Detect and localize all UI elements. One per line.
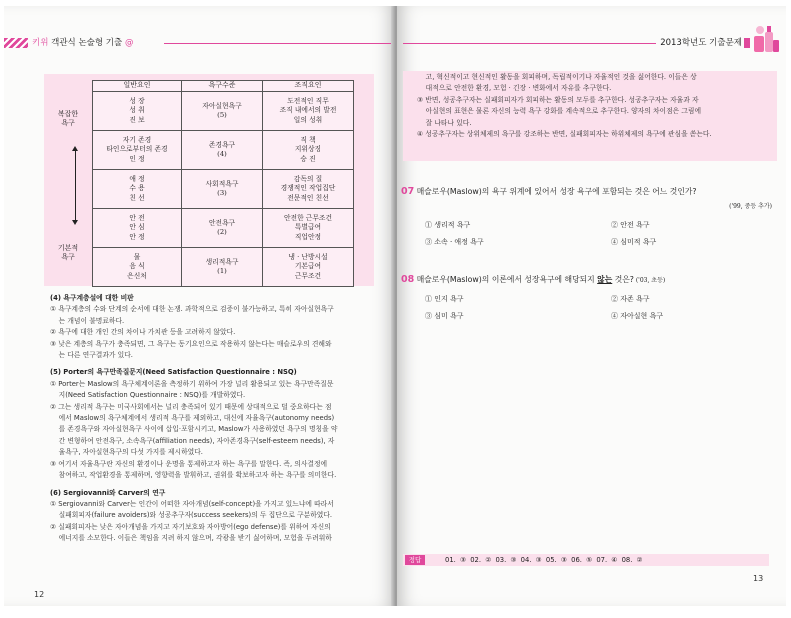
- cell-line: 직 책: [300, 136, 316, 145]
- section-line: 지(Need Satisfaction Questionnaire : NSQ)를 개발하였다.: [50, 391, 246, 400]
- answer-label: 정답: [405, 555, 425, 565]
- question-number: 08: [401, 274, 415, 285]
- left-page: [4, 6, 395, 606]
- cell-line: 기본급여: [294, 262, 322, 271]
- right-header: [397, 36, 786, 50]
- question-08: [401, 274, 781, 285]
- header-stripe: [4, 38, 28, 48]
- answer-option: ② 자존 욕구: [611, 295, 650, 303]
- section-line: ① Sergiovanni와 Carver는 인간이 어떠한 자아개념(self-concept)을 가지고 있느냐에 따라서: [50, 499, 334, 508]
- cell-line: 안전욕구: [208, 218, 236, 227]
- answer-key: 01. ③ 02. ② 03. ③ 04. ③ 05. ③ 06. ⑤ 07. ④ 08. ②: [445, 556, 643, 564]
- cell-line: (2): [217, 228, 227, 236]
- right-page-number: 13: [753, 574, 764, 583]
- cell-line: 타인으로부터의 존경: [106, 145, 168, 154]
- cell-line: 존경욕구: [208, 140, 236, 149]
- question-number: 07: [401, 186, 415, 197]
- continuation-line: ④ 성공추구자는 상위체제의 욕구를 강조하는 반면, 실패회피자는 하위체제의 욕구에 관심을 쏟는다.: [417, 130, 712, 139]
- cell-line: 조직 내에서의 발전: [279, 106, 337, 115]
- header-rule-right: [403, 43, 656, 44]
- cell-line: 은신처: [127, 271, 147, 280]
- continuation-line: 아실현의 표현은 물론 자신의 능력 욕구 강화를 계속적으로 추구한다. 양자의 차이점은 그림에: [417, 107, 702, 116]
- side-bottom-line1: 기본적: [57, 244, 79, 252]
- table-row: [93, 209, 354, 248]
- header-rule: [164, 43, 391, 44]
- side-label-top: [48, 110, 88, 128]
- cell-line: (5): [217, 111, 227, 119]
- section-line: 간 변형하여 안전욕구, 소속욕구(affiliation needs), 자아존경욕구(self-esteem needs), 자: [50, 436, 335, 445]
- table-cell-level: [182, 170, 263, 209]
- cell-line: (3): [217, 189, 227, 197]
- arrow-down-icon: [72, 220, 78, 225]
- section-line: ① Porter는 Maslow의 욕구체계이론을 측정하기 위하여 가장 널리 활용되고 있는 욕구만족질문: [50, 379, 334, 388]
- cell-line: 인 정: [129, 154, 145, 163]
- cell-line: 자기 존경: [122, 136, 152, 145]
- table-cell-level: [182, 248, 263, 287]
- table-cell-org: [263, 248, 354, 287]
- cell-line: 친 선: [129, 193, 145, 202]
- table-row: [93, 92, 354, 131]
- section-line: 를 존경욕구와 자아실현욕구 사이에 삽입·포함시키고, Maslow가 사용하였던 욕구의 명칭을 약: [50, 425, 338, 434]
- answer-option: ③ 심미 욕구: [425, 312, 464, 320]
- cell-line: 특별급여: [294, 223, 322, 232]
- right-page: [397, 6, 786, 606]
- cell-line: (1): [217, 267, 227, 275]
- arrow-shaft: [75, 150, 76, 222]
- table-row: [93, 170, 354, 209]
- table-cell-general: [93, 92, 182, 131]
- table-cell-level: [182, 92, 263, 131]
- section-title: (4) 욕구계층설에 대한 비판: [50, 294, 134, 302]
- header-title-text: 객관식 논술형 기출: [48, 38, 125, 48]
- section-line: 참여하고, 작업환경을 통제하며, 영향력을 발휘하고, 권위를 확보하고자 하는 욕구를 의미한다.: [50, 471, 337, 480]
- section-line: 율욕구, 자아실현욕구의 다섯 가지를 제시하였다.: [50, 448, 203, 457]
- continuation-line: 잘 나타나 있다.: [417, 118, 472, 127]
- cell-line: 냉 · 난방시설: [288, 253, 328, 262]
- continuation-line: 고, 혁신적이고 현신적인 활동을 회피하며, 독립적이기나 자율적인 것을 싫어한다. 이들은 상: [417, 73, 697, 81]
- left-body-text: [50, 293, 390, 545]
- side-bottom-line2: 욕구: [61, 253, 75, 261]
- cell-line: 수 용: [129, 184, 145, 193]
- table-cell-general: [93, 248, 182, 287]
- header-brand: 키위: [32, 38, 49, 48]
- cell-line: 안 전: [129, 214, 145, 223]
- left-header: [4, 36, 395, 50]
- answer-option: ③ 소속 · 애정 욕구: [425, 238, 484, 246]
- question-source: ('03, 초등): [633, 277, 666, 284]
- side-label-bottom: [48, 244, 88, 262]
- cell-line: 경쟁적인 작업집단: [280, 184, 336, 193]
- table-cell-general: [93, 131, 182, 170]
- cell-line: 직업안정: [294, 232, 322, 241]
- section-title: (5) Porter의 욕구만족질문지(Need Satisfaction Questionnaire : NSQ): [50, 368, 297, 377]
- question-text-emphasis: 않는: [597, 275, 613, 284]
- answer-option: ④ 심미적 욕구: [611, 238, 657, 246]
- section-line: ③ 낮은 계층의 욕구가 충족되면, 그 욕구는 동기요인으로 작용하지 않는다는 매슬로우의 견해와: [50, 339, 332, 348]
- cell-line: (4): [217, 150, 227, 158]
- continuation-line: ③ 반면, 성공추구자는 실패회피자가 회피하는 활동의 모두를 추구한다. 성공추구자는 자율과 자: [417, 95, 699, 104]
- section-line: 는 다른 연구결과가 있다.: [50, 351, 133, 360]
- left-header-title: [32, 36, 133, 50]
- section-line: ① 욕구계층의 수와 단계의 순서에 대한 논쟁. 과학적으로 검증이 불가능하고, 특히 자아실현욕구: [50, 305, 334, 314]
- cell-line: 지위상징: [294, 145, 322, 154]
- question-source: ('99, 중등 추가): [729, 203, 772, 210]
- maslow-needs-table: [92, 80, 354, 287]
- cell-line: 안 심: [129, 223, 145, 232]
- cell-line: 애 정: [129, 175, 145, 184]
- section-line: ③ 여기서 자율욕구란 자신의 환경이나 운명을 통제하고자 하는 욕구를 말한다. 즉, 의사결정에: [50, 459, 328, 468]
- section-line: ② 실패회피자는 낮은 자아개념을 가지고 자기보호와 자아방어(ego defense)를 위하여 자신의: [50, 522, 331, 531]
- header-level: 욕구수준: [182, 81, 263, 92]
- section-line: ② 욕구에 대한 개인 간의 차이나 가치관 등을 고려하지 않았다.: [50, 328, 236, 337]
- cell-line: 근무조건: [294, 271, 322, 280]
- table-row: [93, 248, 354, 287]
- table-header-row: [93, 81, 354, 92]
- header-marker: [744, 38, 750, 48]
- section-line: ② 그는 생리적 욕구는 미국사회에서는 널리 충족되어 있기 때문에 상대적으로 덜 중요하다는 점: [50, 402, 332, 411]
- section-line: 는 개념이 불명료하다.: [50, 316, 125, 325]
- section-title: (6) Sergiovanni와 Carver의 연구: [50, 488, 166, 497]
- question-text-pre: 매슬로우(Maslow)의 이론에서 성장욕구에 해당되지: [416, 275, 598, 284]
- left-page-number: 12: [34, 590, 45, 599]
- decorative-cosmetics-icon: [752, 20, 780, 54]
- question-07: [401, 186, 781, 197]
- cell-line: 음 식: [129, 262, 145, 271]
- cell-line: 도전적인 직무: [287, 97, 329, 106]
- table-cell-org: [263, 131, 354, 170]
- side-top-line1: 복잡한: [57, 110, 79, 118]
- answer-option: ① 인지 욕구: [425, 295, 464, 303]
- table-cell-general: [93, 170, 182, 209]
- header-general: 일반요인: [93, 81, 182, 92]
- cell-line: 자아실현욕구: [202, 101, 242, 110]
- answer-option: ④ 자아실현 욕구: [611, 312, 664, 320]
- table-row: [93, 131, 354, 170]
- cell-line: 안 정: [129, 232, 145, 241]
- question-text: 매슬로우(Maslow)의 욕구 위계에 있어서 성장 욕구에 포함되는 것은 어느 것인가?: [416, 187, 697, 196]
- table-cell-level: [182, 131, 263, 170]
- table-cell-general: [93, 209, 182, 248]
- side-top-line2: 욕구: [61, 119, 75, 127]
- cell-line: 성 취: [129, 106, 145, 115]
- header-org: 조직요인: [263, 81, 354, 92]
- cell-line: 물: [133, 253, 141, 262]
- cell-line: 사회적욕구: [205, 179, 239, 188]
- table-body: [93, 92, 354, 287]
- answer-option: ② 안전 욕구: [611, 221, 650, 229]
- cell-line: 안전한 근무조건: [283, 214, 333, 223]
- table-cell-level: [182, 209, 263, 248]
- table-cell-org: [263, 170, 354, 209]
- cell-line: 생리적욕구: [205, 257, 239, 266]
- table-cell-org: [263, 209, 354, 248]
- cell-line: 감독의 질: [293, 175, 323, 184]
- section-line: 에너지를 소모한다. 이들은 책임을 지려 하지 않으며, 각광을 받기 싫어하며, 모험을 두려워하: [50, 534, 332, 543]
- open-book: [4, 6, 788, 612]
- cell-line: 전문적인 친선: [287, 193, 329, 202]
- cell-line: 승 진: [300, 154, 316, 163]
- section-line: 실패회피자(failure avoiders)와 성공추구자(success seekers)의 두 집단으로 구분하였다.: [50, 511, 333, 520]
- question-text-post: 것은?: [612, 275, 634, 284]
- continuation-line: 대적으로 안전한 환경, 모험 · 긴장 · 변화에서 자유를 추구한다.: [417, 84, 612, 93]
- header-tag: @: [124, 38, 134, 48]
- continuation-text: [417, 72, 773, 140]
- cell-line: 진 보: [129, 115, 145, 124]
- cell-line: 성 장: [129, 97, 145, 106]
- answer-option: ① 생리적 욕구: [425, 221, 471, 229]
- cell-line: 일의 성취: [293, 115, 323, 124]
- right-header-title: 2013학년도 기출문제: [660, 38, 742, 48]
- table-cell-org: [263, 92, 354, 131]
- section-line: 에서 Maslow의 욕구체계에서 생리적 욕구를 제외하고, 대신에 자율욕구(autonomy needs): [50, 414, 335, 423]
